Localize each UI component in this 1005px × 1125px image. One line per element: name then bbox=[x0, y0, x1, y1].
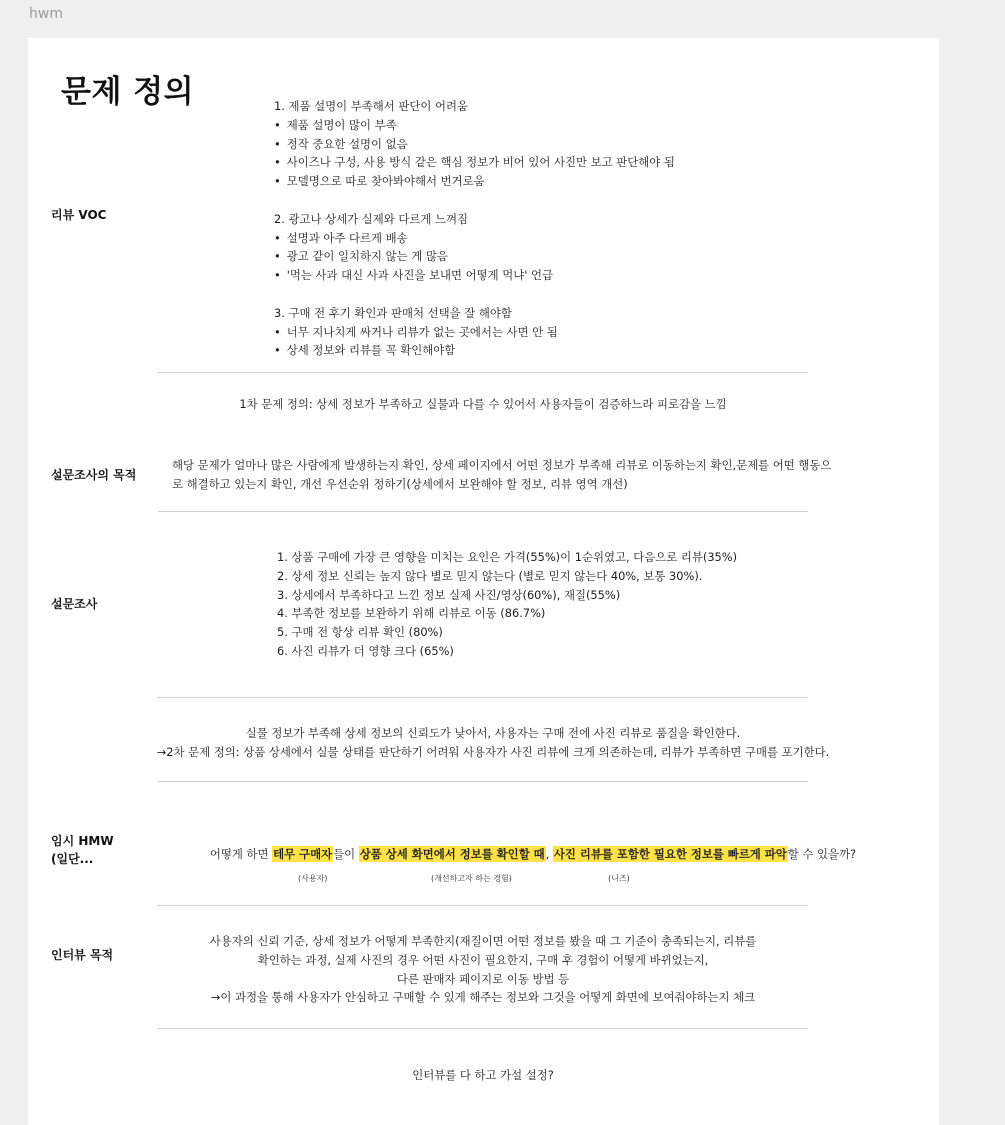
hmw-highlight-experience: 상품 상세 화면에서 정보를 확인할 때 bbox=[359, 847, 545, 861]
second-problem-line: 실물 정보가 부족해 상세 정보의 신뢰도가 낮아서, 사용자는 구매 전에 사진 리뷰로 품질을 확인한다. bbox=[245, 726, 741, 740]
hmw-label-line: 임시 HMW bbox=[51, 834, 114, 848]
voc-bullet-item: • 너무 지나치게 싸거나 리뷰가 없는 곳에서는 사면 안 됨 bbox=[274, 323, 675, 342]
hmw-text: 할 수 있을까? bbox=[787, 847, 857, 861]
hmw-sub-needs: (니즈) bbox=[608, 874, 630, 883]
interview-line: 다른 판매자 페이지로 이동 방법 등 bbox=[396, 971, 570, 986]
page-title: 문제 정의 bbox=[61, 74, 195, 110]
survey-purpose-label: 설문조사의 목적 bbox=[51, 468, 137, 482]
hmw-highlight-needs: 사진 리뷰를 포함한 필요한 정보를 빠르게 파악 bbox=[553, 847, 787, 861]
voc-bullet-item: • 설명과 아주 다르게 배송 bbox=[274, 229, 675, 248]
survey-purpose-line: 로 해결하고 있는지 확인, 개선 우선순위 정하기(상세에서 보완해야 할 정보, 리뷰 영역 개선) bbox=[172, 476, 628, 491]
hmw-highlight-user: 테무 구매자 bbox=[273, 847, 333, 861]
survey-result-item: 6. 사진 리뷰가 더 영향 크다 (65%) bbox=[277, 643, 454, 658]
hmw-text: 들이 bbox=[333, 847, 359, 861]
voc-bullet-item: • 모델명으로 따로 찾아봐야해서 번거로움 bbox=[274, 172, 675, 191]
second-problem-line: →2차 문제 정의: 상품 상세에서 실물 상태를 판단하기 어려워 사용자가 사진 리뷰에 크게 의존하는데, 리뷰가 부족하면 구매를 포기한다. bbox=[156, 744, 830, 759]
voc-bullet-item: • 제품 설명이 많이 부족 bbox=[274, 116, 675, 135]
interview-line: 확인하는 과정, 실제 사진의 경우 어떤 사진이 필요한지, 구매 후 경험이 어떻게 바뀌었는지, bbox=[257, 952, 709, 967]
survey-label: 설문조사 bbox=[51, 597, 98, 611]
voc-list bbox=[274, 97, 675, 360]
divider bbox=[158, 1028, 808, 1029]
survey-result-item: 5. 구매 전 항상 리뷰 확인 (80%) bbox=[277, 625, 443, 640]
voc-heading: 1. 제품 설명이 부족해서 판단이 어려움 bbox=[274, 99, 469, 113]
hmw-text: 어떻게 하면 bbox=[209, 847, 273, 861]
divider bbox=[158, 781, 808, 782]
interview-label: 인터뷰 목적 bbox=[51, 948, 114, 962]
survey-result-item: 1. 상품 구매에 가장 큰 영향을 미치는 요인은 가격(55%)이 1순위였고, 다음으로 리뷰(35%) bbox=[277, 550, 738, 564]
hmw-label-line: (일단... bbox=[51, 852, 94, 866]
voc-spacer bbox=[274, 285, 675, 304]
survey-purpose-line: 해당 문제가 얼마나 많은 사람에게 발생하는지 확인, 상세 페이지에서 어떤 정보가 부족해 리뷰로 이동하는지 확인,문제를 어떤 행동으 bbox=[172, 458, 832, 472]
second-problem-definition bbox=[108, 724, 878, 762]
first-problem-definition: 1차 문제 정의: 상세 정보가 부족하고 실물과 다를 수 있어서 사용자들이 검증하느라 피로감을 느낌 bbox=[239, 397, 727, 411]
divider bbox=[158, 905, 808, 906]
hmw-label bbox=[51, 832, 114, 868]
divider bbox=[158, 372, 808, 373]
voc-heading: 3. 구매 전 후기 확인과 판매처 선택을 잘 해야함 bbox=[274, 305, 512, 320]
frame-label[interactable]: hwm bbox=[29, 6, 63, 22]
hmw-sub-experience: (개선하고자 하는 경험) bbox=[431, 874, 512, 883]
interview-line: →이 과정을 통해 사용자가 안심하고 구매할 수 있게 해주는 정보와 그것을 어떻게 화면에 보여줘야하는지 체크 bbox=[210, 990, 756, 1005]
survey-purpose-text bbox=[172, 456, 831, 494]
hmw-sub-user: (사용자) bbox=[298, 874, 328, 883]
voc-heading: 2. 광고나 상세가 실제와 다르게 느껴짐 bbox=[274, 211, 469, 226]
survey-result-item: 4. 부족한 정보를 보완하기 위해 리뷰로 이동 (86.7%) bbox=[277, 606, 546, 621]
voc-bullet-item: • 정작 중요한 설명이 없음 bbox=[274, 135, 675, 154]
canvas-frame bbox=[28, 38, 939, 1125]
voc-bullet-item: • 상세 정보와 리뷰를 꼭 확인해야함 bbox=[274, 341, 675, 360]
survey-results bbox=[277, 548, 737, 661]
divider bbox=[158, 511, 808, 512]
survey-result-item: 2. 상세 정보 신뢰는 높지 않다 별로 믿지 않는다 (별로 믿지 않는다 40%, 보통 30%). bbox=[277, 568, 703, 583]
voc-bullet-item: • 사이즈나 구성, 사용 방식 같은 핵심 정보가 비어 있어 사진만 보고 판단해야 됨 bbox=[274, 153, 675, 172]
divider bbox=[158, 697, 808, 698]
hmw-text: , bbox=[545, 847, 553, 861]
interview-purpose-text bbox=[158, 932, 808, 1007]
voc-spacer bbox=[274, 191, 675, 210]
hmw-statement bbox=[128, 846, 938, 862]
voc-bullet-item: • 광고 같이 일치하지 않는 게 많음 bbox=[274, 247, 675, 266]
voc-bullet-item: • '먹는 사과 대신 사과 사진을 보내면 어떻게 먹냐' 언급 bbox=[274, 266, 675, 285]
hypothesis-note: 인터뷰를 다 하고 가설 설정? bbox=[412, 1068, 554, 1082]
voc-label: 리뷰 VOC bbox=[51, 208, 107, 222]
interview-line: 사용자의 신뢰 기준, 상세 정보가 어떻게 부족한지(재질이면 어떤 정보를 봤을 때 그 기준이 충족되는지, 리뷰를 bbox=[209, 934, 757, 948]
survey-result-item: 3. 상세에서 부족하다고 느낀 정보 실제 사진/영상(60%), 재질(55%) bbox=[277, 587, 621, 602]
